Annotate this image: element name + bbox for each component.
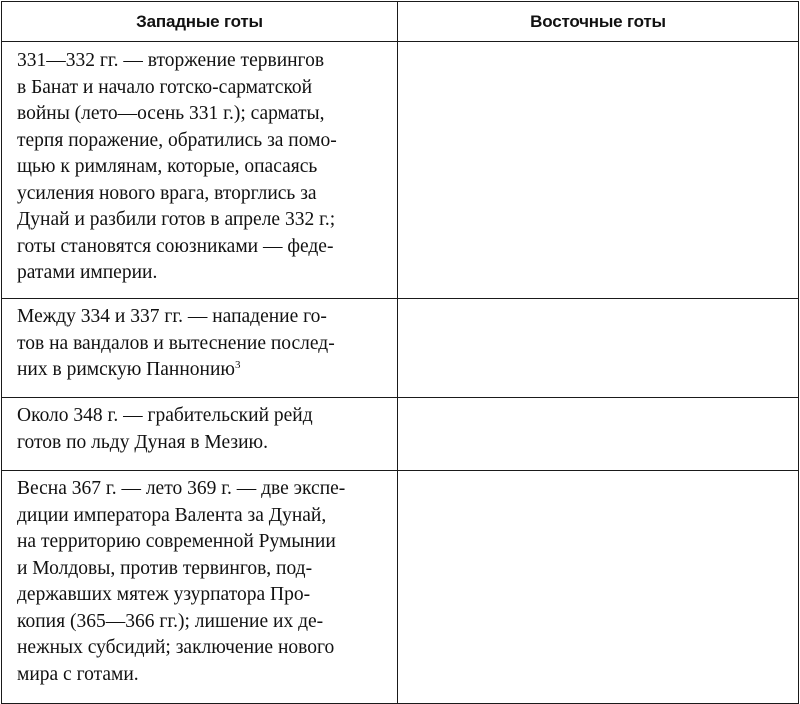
table-row bbox=[2, 471, 799, 704]
western-goths-cell bbox=[2, 471, 398, 704]
text-line: копия (365—366 гг.); лишение их де- bbox=[17, 610, 324, 632]
text-line: щью к римлянам, которые, опасаясь bbox=[17, 156, 318, 177]
eastern-goths-cell bbox=[398, 471, 799, 704]
footnote-marker: 3 bbox=[234, 359, 241, 371]
text-line: Между 334 и 337 гг. — нападение го- bbox=[17, 306, 327, 327]
table-row bbox=[2, 398, 799, 471]
text-line: державших мятеж узурпатора Про- bbox=[17, 584, 311, 605]
text-line: мира с готами. bbox=[17, 663, 139, 685]
text-line: войны (лето—осень 331 г.); сарматы, bbox=[17, 103, 325, 124]
table-row bbox=[2, 299, 799, 398]
text-line: на территорию современной Румынии bbox=[17, 531, 336, 552]
text-line: ратами империи. bbox=[17, 262, 158, 283]
header-western-goths: Западные готы bbox=[2, 2, 398, 42]
text-line: тов на вандалов и вытеснение послед- bbox=[17, 332, 335, 354]
text-line bbox=[17, 357, 387, 384]
text-line: готов по льду Дуная в Мезию. bbox=[17, 431, 268, 453]
text-line: и Молдовы, против тервингов, под- bbox=[17, 557, 313, 579]
goths-chronology-table bbox=[1, 1, 799, 704]
text-line: в Банат и начало готско-сарматской bbox=[17, 76, 313, 98]
text-line: 331—332 гг. — вторжение тервингов bbox=[17, 50, 325, 71]
eastern-goths-cell bbox=[398, 299, 799, 398]
eastern-goths-cell bbox=[398, 42, 799, 299]
text-line: усиления нового врага, вторглись за bbox=[17, 182, 317, 204]
header-eastern-goths: Восточные готы bbox=[398, 2, 799, 42]
text-line-content: них в римскую Паннонию bbox=[17, 359, 235, 380]
text-line: диции императора Валента за Дунай, bbox=[17, 504, 327, 526]
western-goths-cell bbox=[2, 398, 398, 471]
header-row bbox=[2, 2, 799, 42]
table-row bbox=[2, 42, 799, 299]
text-line: терпя поражение, обратились за помо- bbox=[17, 129, 337, 151]
text-line: Дунай и разбили готов в апреле 332 г.; bbox=[17, 209, 336, 230]
western-goths-cell bbox=[2, 42, 398, 299]
text-line: Около 348 г. — грабительский рейд bbox=[17, 405, 313, 426]
text-line: нежных субсидий; заключение нового bbox=[17, 637, 335, 658]
text-line: Весна 367 г. — лето 369 г. — две экспе- bbox=[17, 478, 346, 499]
text-line: готы становятся союзниками — феде- bbox=[17, 235, 334, 257]
western-goths-cell bbox=[2, 299, 398, 398]
eastern-goths-cell bbox=[398, 398, 799, 471]
